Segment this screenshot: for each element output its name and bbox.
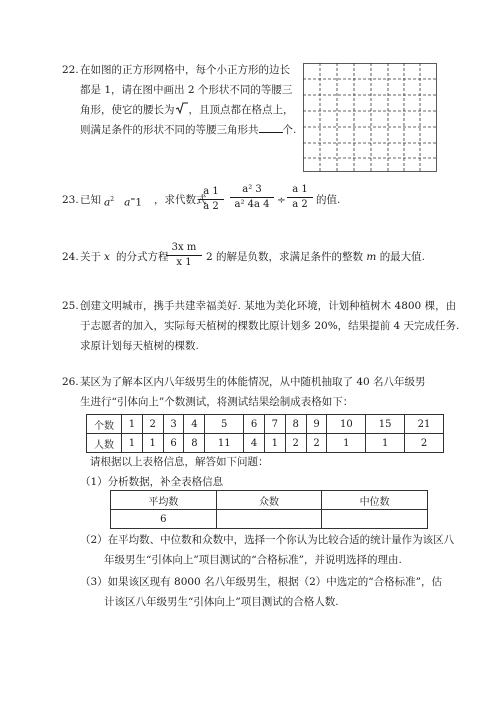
- q26-part2-line1: （2）在平均数、中位数和众数中，选择一个你认为比较合适的统计量作为该区八: [80, 534, 455, 546]
- const-one: 1: [135, 196, 143, 209]
- table-row: [87, 434, 444, 453]
- fraction-denominator: a 2: [203, 201, 219, 212]
- q22-line1: 在如图的正方形网格中，每个小正方形的边长: [80, 64, 290, 76]
- fraction-3: [287, 184, 313, 211]
- q24-text3: [206, 247, 425, 267]
- q24-text4: 的最大值.: [379, 251, 426, 263]
- median-answer-cell[interactable]: [322, 510, 428, 529]
- table-row: [111, 491, 428, 510]
- q26-part2-line2: 年级男生“引体向上”项目测试的“合格标准”，并说明选择的理由.: [104, 554, 402, 566]
- table-cell: 4: [184, 415, 205, 434]
- table-cell: 1: [122, 434, 143, 453]
- fraction-numerator: 3x m: [171, 242, 197, 253]
- table-row: [87, 415, 444, 434]
- statistics-table: [110, 490, 428, 529]
- q23-text2: ，求代数式: [154, 194, 207, 206]
- table-cell: 4: [244, 434, 265, 453]
- divide-sign: ÷: [277, 194, 286, 206]
- table-cell: 2: [306, 434, 327, 453]
- var-x: x: [104, 251, 110, 263]
- q22-line4-end: 个.: [282, 124, 297, 136]
- q26-part3-line1: （3）如果该区现有 8000 名八年级男生，根据（2）中选定的“合格标准”，估: [80, 576, 442, 588]
- table-cell: 9: [306, 415, 327, 434]
- fraction-denominator: x 1: [176, 257, 192, 268]
- q26-line1: 某区为了解本区内八年级男生的体能情况，从中随机抽取了 40 名八年级男: [80, 376, 426, 388]
- q26-part3-line2: 计该区八年级男生“引体向上”项目测试的合格人数.: [104, 596, 339, 608]
- mean-value: 6: [111, 510, 217, 529]
- table-cell: 6: [163, 434, 184, 453]
- q26-instruction: 请根据以上表格信息，解答如下问题：: [90, 456, 269, 468]
- q25-line1: 创建文明城市，携手共建幸福美好. 某地为美化环境，计划种植树木 4800 棵，由: [80, 300, 457, 312]
- fraction-numerator: a 1: [203, 186, 219, 197]
- q22-line4-start: 则满足条件的形状不同的等腰三角形共: [80, 124, 259, 136]
- table-cell: 11: [205, 434, 244, 453]
- table-cell: 8: [184, 434, 205, 453]
- q26-part1: （1）分析数据，补全表格信息: [80, 476, 224, 488]
- table-cell: 2: [285, 434, 306, 453]
- fraction-equation: [166, 242, 202, 269]
- table-cell: 21: [405, 415, 444, 434]
- table-cell: 1: [366, 434, 405, 453]
- table-cell: 1: [327, 434, 366, 453]
- q22-line3: [80, 100, 294, 120]
- table-row: [111, 510, 428, 529]
- q23-text1: 已知: [80, 194, 101, 206]
- fraction-numerator: a 1: [292, 184, 308, 195]
- fraction-2: [230, 184, 274, 211]
- question-number: 23.: [62, 194, 79, 206]
- table-cell: 10: [327, 415, 366, 434]
- table-cell: 1: [122, 415, 143, 434]
- table-header-mode: 众数: [216, 491, 322, 510]
- table-header-median: 中位数: [322, 491, 428, 510]
- table-cell: 1: [264, 434, 285, 453]
- table-cell: 1: [142, 434, 163, 453]
- q22-line3-end: ，且顶点都在格点上，: [188, 104, 294, 116]
- q22-line3-start: 角形，使它的腰长为: [80, 104, 175, 116]
- pullup-count-table: [86, 414, 444, 453]
- q24-text3-part: 2 的解是负数，求满足条件的整数: [206, 251, 364, 263]
- table-cell: 8: [285, 415, 306, 434]
- var-a: a: [104, 196, 111, 209]
- table-cell: 2: [142, 415, 163, 434]
- q25-line3: 求原计划每天植树的棵数.: [80, 340, 199, 352]
- table-row-header: 人数: [87, 434, 122, 453]
- fraction-denominator: a 2: [292, 199, 308, 210]
- table-cell: 6: [244, 415, 265, 434]
- table-cell: 3: [163, 415, 184, 434]
- fraction-denominator: a² 4a 4: [234, 199, 270, 210]
- sqrt-symbol: [175, 101, 189, 115]
- question-number: 25.: [62, 300, 79, 312]
- table-header-mean: 平均数: [111, 491, 217, 510]
- q22-line4: [80, 120, 296, 140]
- question-number: 26.: [62, 376, 79, 388]
- fraction-numerator: a² 3: [242, 184, 262, 195]
- square-grid-figure: [303, 63, 437, 172]
- answer-blank[interactable]: [259, 120, 283, 133]
- question-number: 22.: [62, 64, 79, 76]
- q22-line2: 都是 1，请在图中画出 2 个形状不同的等腰三: [80, 84, 293, 96]
- q23-text3: 的值.: [316, 194, 341, 206]
- q24-text2: 的分式方程: [116, 251, 169, 263]
- q26-line2: 生进行“引体向上”个数测试，将测试结果绘制成表格如下：: [80, 396, 354, 408]
- table-cell: 5: [205, 415, 244, 434]
- q23-condition: $a^2$ a=1: [104, 196, 143, 209]
- q24-text1: 关于: [80, 251, 101, 263]
- question-number: 24.: [62, 251, 79, 263]
- q25-line2: 于志愿者的加入，实际每天植树的棵数比原计划多 20%，结果提前 4 天完成任务.: [80, 320, 460, 332]
- fraction-1: [198, 186, 224, 213]
- var-m: m: [366, 251, 377, 263]
- var-a: a: [124, 196, 131, 209]
- table-cell: 2: [405, 434, 444, 453]
- table-row-header: 个数: [87, 415, 122, 434]
- table-cell: 15: [366, 415, 405, 434]
- table-cell: 7: [264, 415, 285, 434]
- mode-answer-cell[interactable]: [216, 510, 322, 529]
